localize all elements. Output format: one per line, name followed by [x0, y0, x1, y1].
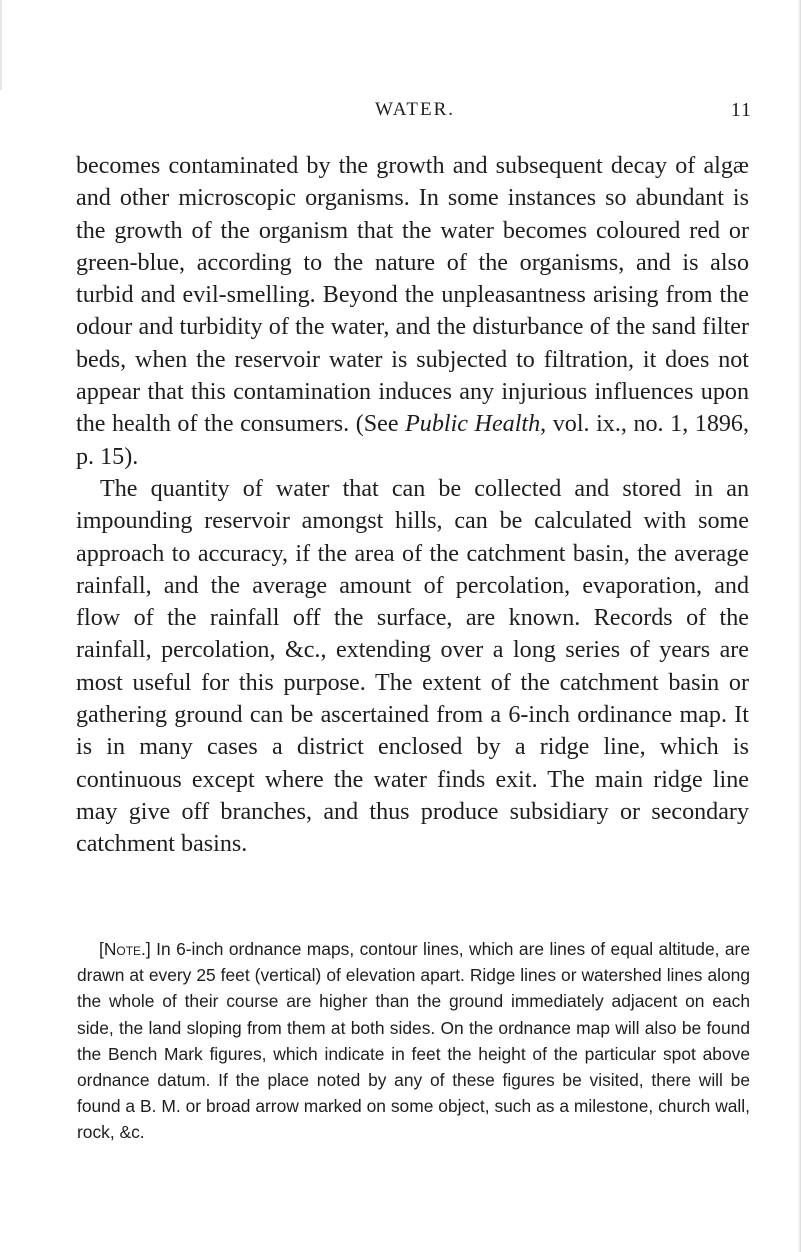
running-head: WATER. — [374, 99, 456, 120]
citation-title: Public Health — [405, 411, 541, 438]
note-block — [77, 936, 750, 1146]
page-edge-left — [0, 0, 2, 90]
paragraph-1-text-a: becomes contaminated by the growth and subsequent decay of algæ and other microscopic organisms. In some instances so abundant is the growth of the organism that the water becomes coloured red or green-blue, according to the nature of the organisms, and is also turbid and evil-smelling. Beyond the unpleasantness arising from the odour and turbidity of the water, and the disturbance of the sand filter beds, when the reservoir water is subjected to filtration, it does not appear that this contamination induces any injurious influences upon the health of the consumers. (See — [76, 153, 749, 438]
paragraph-1 — [76, 150, 749, 473]
page-number: 11 — [730, 99, 752, 121]
note-label: [Note.] — [99, 939, 151, 959]
page-header — [70, 99, 752, 127]
note-paragraph — [77, 936, 750, 1146]
main-text — [76, 150, 749, 861]
paragraph-2: The quantity of water that can be collected and stored in an impounding reservoir amongst hills, can be calculated with some approach to accuracy, if the area of the catchment basin, the average rainfall, and the average amount of percolation, evaporation, and flow of the rainfall off the surface, are known. Records of the rainfall, percolation, &c., extending over a long series of years are most useful for this purpose. The extent of the catchment basin or gathering ground can be ascertained from a 6-inch ordinance map. It is in many cases a district enclosed by a ridge line, which is continuous except where the water finds exit. The main ridge line may give off branches, and thus produce subsidiary or secondary catchment basins. — [76, 475, 749, 858]
note-text: In 6-inch ordnance maps, contour lines, which are lines of equal altitude, are drawn at every 25 feet (vertical) of elevation apart. Ridge lines or watershed lines along the whole of their course are higher than the ground immediately adjacent on each side, the land sloping from them at both sides. On the ordnance map will also be found the Bench Mark figures, which indicate in feet the height of the particular spot above ordnance datum. If the place noted by any of these figures be visited, there will be found a B. M. or broad arrow marked on some object, such as a milestone, church wall, rock, &c. — [77, 939, 750, 1143]
paragraph-1-text-b: , vol. ix., no. 1, 1896, p. 15). — [76, 411, 749, 470]
